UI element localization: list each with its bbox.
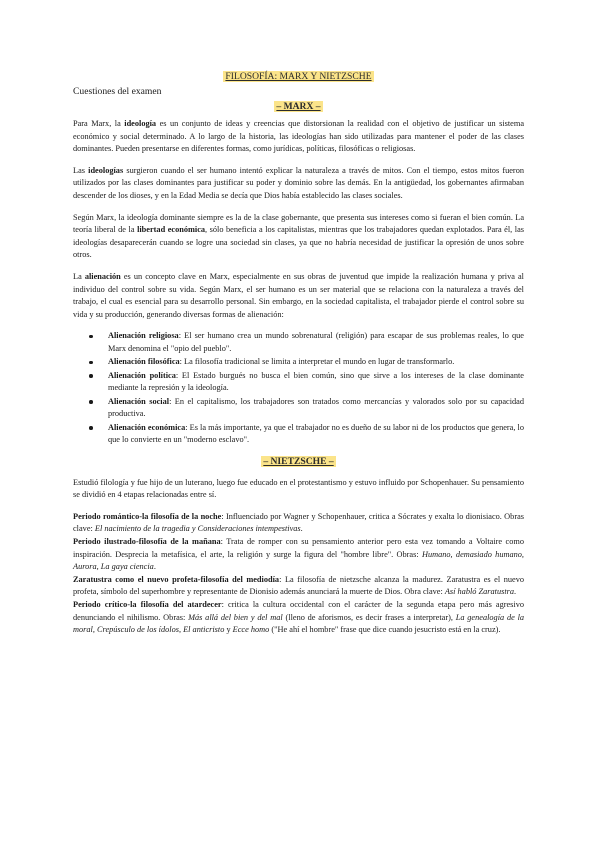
text-run: . (300, 524, 303, 534)
list-item (73, 422, 524, 447)
document-title (73, 68, 524, 83)
list-item-text: : En el capitalismo, los trabajadores son tratados como mercancías y valorados solo por su capacidad productiva. (108, 396, 524, 419)
section-heading-nietzsche (73, 453, 524, 468)
text-run: : critica la cultura occidental con el carácter de la segunda etapa pero más agresivo denunciando el nihilismo. Obras: (73, 599, 524, 622)
section-heading-marx-text: – MARX – (276, 101, 321, 112)
bullet-icon (89, 374, 93, 378)
stage-title: Periodo ilustrado-filosofía de la mañana (73, 537, 221, 547)
list-item-text: : Es la más importante, ya que el trabajador no es dueño de su labor ni de los productos que genera, lo que lo convierte en un "moderno esclavo". (108, 422, 524, 445)
stage-works: La genealogía de la moral (73, 612, 525, 635)
document-subtitle: Cuestiones del examen (73, 86, 162, 97)
nietzsche-intro: Estudió filología y fue hijo de un luterano, luego fue educado en el protestantismo y estuvo influido por Schopenhauer. Su pensamiento se dividió en 4 etapas relacionadas entre sí. (73, 477, 524, 500)
list-item-term: Alienación política (108, 370, 176, 380)
list-item-text: : El Estado burgués no busca el bien común, sino que sirve a los intereses de la clase dominante mediante la represión y la ideología. (108, 370, 524, 393)
nietzsche-stage-ilustrado (73, 536, 524, 574)
text-run: : Influenciado por Wagner y Schopenhauer, critica a Sócrates y exalta lo dionisiaco. Obras clave: (73, 511, 524, 534)
text-run: , (178, 625, 184, 635)
section-heading-marx (73, 98, 524, 113)
stage-works: Crepúsculo de los ídolos (96, 625, 179, 635)
text-run: es un concepto clave en Marx, especialmente en sus obras de juventud que impide la realización humana y priva al individuo del control sobre su vida. Según Marx, el ser humano es un ser material que se relaciona con la naturaleza a través del trabajo, el cual es esencial para su desarrollo personal. Sin embargo, en la sociedad capitalista, el trabajador pierde el control sobre su vida y su producción, generando diversas formas de alienación: (73, 271, 524, 319)
term-ideologia: ideología (124, 119, 157, 128)
list-item-term: Alienación filosófica (108, 357, 180, 367)
text-run: : La filosofía de nietzsche alcanza la madurez. Zaratustra es el nuevo profeta, símbolo del superhombre y representante de Dionisio además anunciará la muerte de Dios. Obra clave: (73, 574, 525, 597)
text-run: (lleno de aforismos, es decir frases a interpretar), (282, 612, 456, 622)
list-item-term: Alienación social (108, 396, 170, 406)
stage-works: Más allá del bien y del mal (188, 612, 283, 622)
bullet-icon (89, 400, 93, 404)
alienation-list (73, 330, 524, 447)
stage-title: Zaratustra como el nuevo profeta-filosofía del mediodía (73, 574, 280, 584)
marx-paragraph-origen (73, 165, 524, 203)
term-libertad-economica: libertad económica (137, 225, 206, 235)
text-run: Para Marx, la (73, 119, 125, 128)
term-alienacion: alienación (84, 271, 121, 281)
text-run: . (153, 562, 156, 572)
text-run: , (92, 625, 97, 635)
text-run: ("He ahí el hombre" frase que dice cuando jesucristo está en la cruz). (269, 625, 501, 635)
text-run: y (224, 625, 233, 635)
document-title-text: FILOSOFÍA: MARX Y NIETZSCHE (225, 71, 372, 82)
text-run: : Trata de romper con su pensamiento anterior pero esta vez tomando a Voltaire como inspiración. Desprecia la metafísica, el arte, la religión y surge la figura del "hombre libre". Obras: (73, 537, 524, 559)
list-item-term: Alienación religiosa (108, 331, 179, 341)
stage-title: Periodo crítico-la filosofía del atardecer (73, 599, 222, 609)
bullet-icon (89, 426, 93, 430)
text-run: Según Marx, la ideología dominante siempre es la de la clase gobernante, que presenta sus intereses como si fueran el bien común. La teoría liberal de la (73, 212, 524, 235)
marx-paragraph-dominante (73, 212, 524, 262)
nietzsche-stage-critico (73, 599, 524, 637)
list-item-text: : El ser humano crea un mundo sobrenatural (religión) para escapar de sus problemas reales, lo que Marx denomina el "opio del pueblo". (108, 331, 524, 353)
list-item (73, 330, 524, 355)
nietzsche-stage-romantico (73, 511, 524, 536)
text-run: Las (73, 165, 89, 175)
text-run: La (73, 271, 85, 281)
section-heading-nietzsche-text: – NIETZSCHE – (263, 455, 334, 467)
stage-works: El nacimiento de la tragedia y Consideraciones intempestivas (94, 524, 301, 534)
term-ideologias: ideologías (88, 165, 124, 175)
list-item-term: Alienación económica (108, 422, 186, 432)
text-run: , sólo beneficia a los capitalistas, mientras que los trabajadores quedan explotados. Para él, las ideologías desaparecerán cuando se logre una sociedad sin clases, ya que no habría necesidad de justificar la opresión de unos sobre otros. (73, 225, 524, 260)
bullet-icon (89, 335, 93, 339)
marx-paragraph-alienacion (73, 271, 524, 321)
stage-works: Humano, demasiado humano, Aurora, La gaya ciencia (73, 549, 524, 572)
stage-works: Ecce homo (232, 625, 270, 635)
list-item (73, 356, 524, 369)
stage-works: El anticristo (183, 625, 225, 635)
stage-title: Periodo romántico-la filosofía de la noche (73, 511, 222, 521)
text-run: es un conjunto de ideas y creencias que distorsionan la realidad con el objetivo de justificar un sistema económico y social determinado. A lo largo de la historia, las ideologías han sido utilizadas para mantener el poder de las clases dominantes. Pueden presentarse en diferentes formas, como jurídicas, políticas, filosóficas o religiosas. (73, 119, 525, 154)
bullet-icon (89, 361, 93, 365)
nietzsche-stage-zaratustra (73, 574, 524, 599)
text-run: . (514, 587, 517, 597)
list-item (73, 396, 524, 421)
marx-paragraph-ideologia (73, 118, 524, 156)
text-run: surgieron cuando el ser humano intentó explicar la naturaleza a través de mitos. Con el tiempo, estos mitos fueron utilizados por las clases dominantes para justificar su poder y dominio sobre las demás. En la antigüedad, los gobernantes afirmaban descender de los dioses, y en la Edad Media se decía que Dios había establecido las clases sociales. (73, 165, 524, 200)
list-item-text: : La filosofía tradicional se limita a interpretar el mundo en lugar de transformarlo. (179, 357, 455, 367)
list-item (73, 370, 524, 395)
stage-works: Así habló Zaratustra (444, 587, 515, 597)
